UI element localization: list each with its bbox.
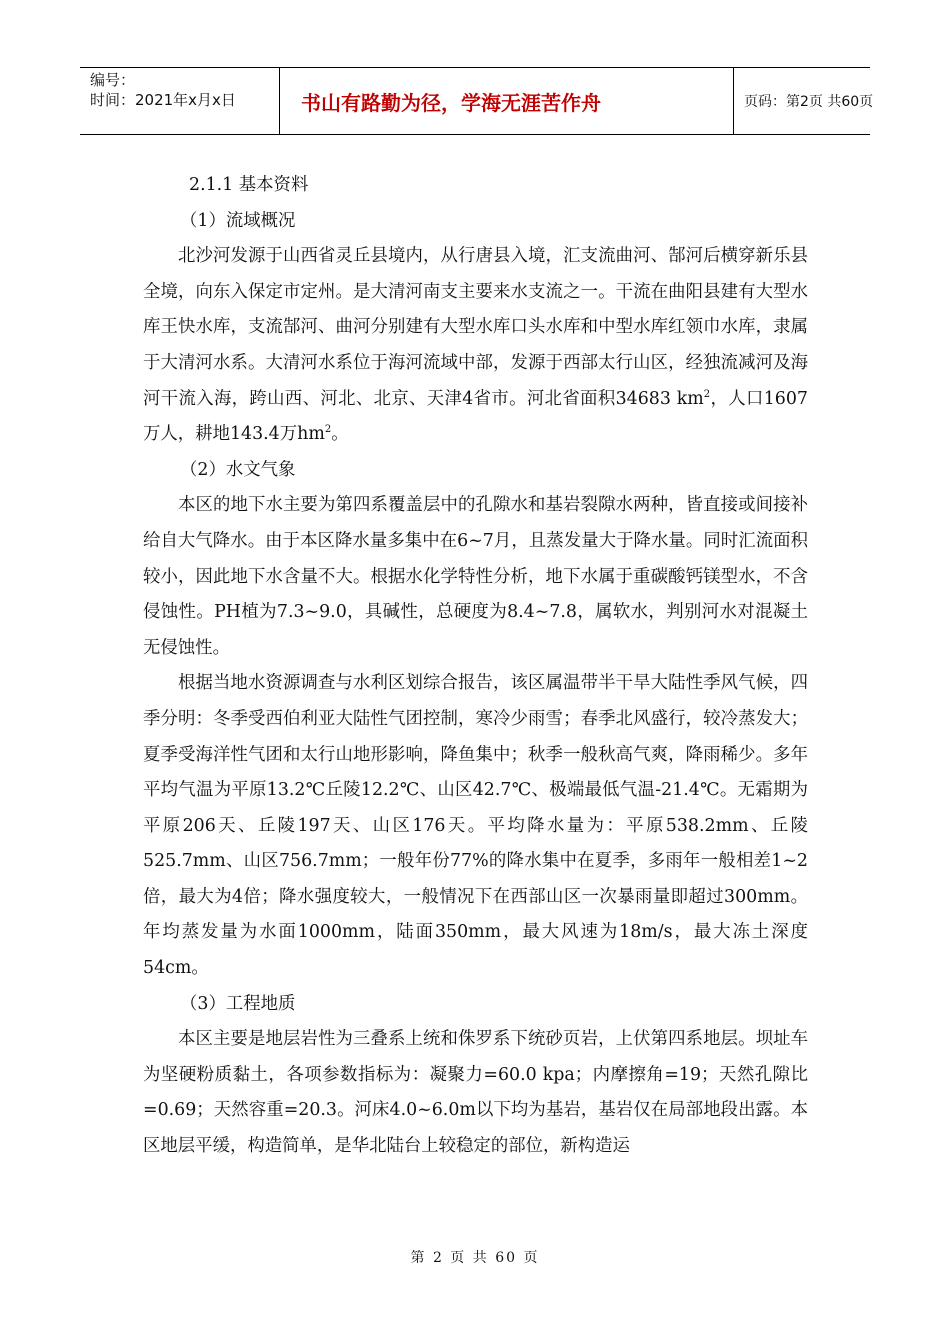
paragraph-climate: 根据当地水资源调查与水利区划综合报告，该区属温带半干旱大陆性季风气候，四季分明：冬季受西伯利亚大陆性气团控制，寒冷少雨雪；春季北风盛行，较冷蒸发大；夏季受海洋性气团和太行山地形影响，降鱼集中；秋季一般秋高气爽，降雨稀少。多年平均气温为平原13.2℃丘陵12.2℃、山区42.7℃、极端最低气温-21.4℃。无霜期为平原206天、丘陵197天、山区176天。平均降水量为：平原538.2mm、丘陵525.7mm、山区756.7mm；一般年份77%的降水集中在夏季，多雨年一般相差1~2倍，最大为4倍；降水强度较大，一般情况下在西部山区一次暴雨量即超过300mm。年均蒸发量为水面1000mm，陆面350mm，最大风速为18m/s，最大冻土深度54cm。 [143,673,808,979]
paragraph-text: ，人口1607万人，耕地143.4万hm [143,388,808,445]
subsection-title-hydrology: （2）水文气象 [180,459,296,480]
paragraph-text: 北沙河发源于山西省灵丘县境内，从行唐县入境，汇支流曲河、郜河后横穿新乐县全境，向东入保定市定州。是大清河南支主要来水支流之一。干流在曲阳县建有大型水库王快水库，支流郜河、曲河分别建有大型水库口头水库和中型水库红领巾水库，隶属于大清河水系。大清河水系位于海河流域中部，发源于西部太行山区，经独流减河及海河干流入海，跨山西、河北、北京、天津4省市。河北省面积34683 km [143,246,808,409]
subsection-title-geology: （3）工程地质 [180,993,296,1014]
superscript: 2 [703,388,711,400]
header-motto: 书山有路勤为径，学海无涯苦作舟 [280,68,734,134]
document-body [143,168,808,1165]
header-meta [80,68,280,134]
document-time-label: 时间：2021年x月x日 [90,91,236,109]
paragraph-geology: 本区主要是地层岩性为三叠系上统和侏罗系下统砂页岩，上伏第四系地层。坝址车为坚硬粉质黏土，各项参数指标为：凝聚力=60.0 kpa；内摩擦角=19；天然孔隙比=0.69；天然容重=20.3。河床4.0~6.0m以下均为基岩，基岩仅在局部地段出露。本区地层平缓，构造简单，是华北陆台上较稳定的部位，新构造运 [143,1029,808,1157]
section-title: 2.1.1 基本资料 [189,175,309,195]
paragraph-groundwater: 本区的地下水主要为第四系覆盖层中的孔隙水和基岩裂隙水两种，皆直接或间接补给自大气降水。由于本区降水量多集中在6~7月，且蒸发量大于降水量。同时汇流面积较小，因此地下水含量不大。根据水化学特性分析，地下水属于重碳酸钙镁型水，不含侵蚀性。PH植为7.3~9.0，具碱性，总硬度为8.4~7.8，属软水，判别河水对混凝土无侵蚀性。 [143,495,808,658]
header-page-label: 页码：第2页 共60页 [744,94,874,110]
subsection-title-basin: （1）流域概况 [180,210,296,231]
page-footer: 第 2 页 共 60 页 [410,1250,540,1266]
page-header [80,67,874,135]
paragraph-text: 。 [331,424,349,445]
superscript: 2 [324,424,332,436]
paragraph-basin-overview [143,239,808,453]
document-number-label: 编号： [90,71,136,89]
